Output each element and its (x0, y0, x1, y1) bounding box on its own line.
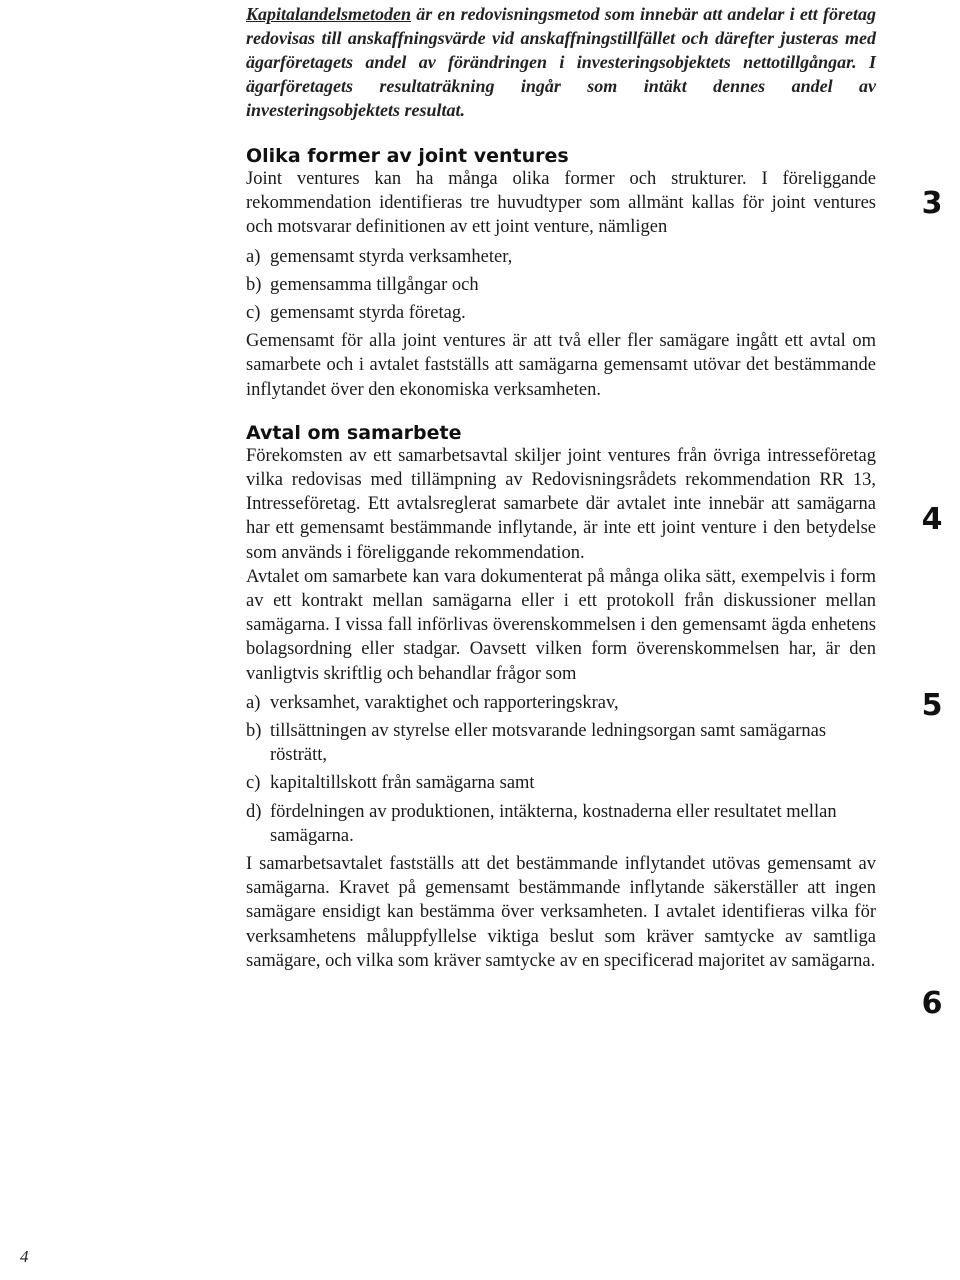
list-marker: d) (246, 801, 262, 822)
paragraph-forekomsten: Förekomsten av ett samarbetsavtal skiljer joint ventures från övriga intresseföretag vilka redovisas med tillämpning av Redovisningsrådets rekommendation RR 13, Intresseföretag. Ett avtalsreglerat samarbete där avtalet inte innebär att samägarna har ett gemensamt bestämmande inflytande, är inte ett joint venture i den betydelse som används i föreliggande rekommendation. (246, 445, 876, 563)
list-text: tillsättningen av styrelse eller motsvarande ledningsorgan samt samägarnas rösträtt, (270, 721, 827, 766)
paragraph-samarbetsavtalet: I samarbetsavtalet fastställs att det bestämmande inflytandet utövas gemensamt av samägarna. Kravet på gemensamt bestämmande inflytande säkerställer att ingen samägare ensidigt kan bestämma över verksamheten. I avtalet identifieras vilka för verksamhetens måluppfyllelse viktiga beslut som kräver samtycke av samtliga samägare, och vilka som kräver samtycke av en specificerad majoritet av samägarna. (246, 854, 876, 971)
heading-olika-former: Olika former av joint ventures (246, 145, 569, 167)
list-marker: b) (246, 274, 262, 295)
list-marker: b) (246, 721, 262, 742)
list-item (246, 771, 876, 795)
list-text: kapitaltillskott från samägarna samt (270, 773, 535, 794)
margin-paragraph-number: 3 (921, 186, 943, 221)
list-item (246, 691, 876, 715)
list-text: verksamhet, varaktighet och rapporteringskrav, (270, 692, 619, 713)
intro-paragraph (246, 0, 876, 122)
list-text: gemensamma tillgångar och (270, 274, 479, 295)
list-text: gemensamt styrda företag. (270, 303, 466, 324)
list-text: fördelningen av produktionen, intäkterna, kostnaderna eller resultatet mellan samägarna. (270, 801, 837, 846)
list-avtal-fragor (246, 691, 876, 848)
list-item (246, 273, 876, 297)
page-content (246, 0, 876, 973)
intro-term: Kapitalandelsmetoden (246, 4, 412, 24)
list-text: gemensamt styrda verksamheter, (270, 246, 513, 267)
list-marker: c) (246, 303, 261, 324)
margin-paragraph-number: 4 (921, 502, 943, 537)
list-item (246, 800, 876, 848)
intro-text: är en redovisningsmetod som innebär att andelar i ett företag redovisas till anskaffningsvärde vid anskaffningstillfället och därefter justeras med ägarföretagets andel av förändringen i investeringsobjektets nettotillgångar. I ägarföretagets resultaträkning ingår som intäkt dennes andel av investeringsobjektets resultat. (246, 4, 876, 120)
list-joint-venture-types (246, 245, 876, 326)
list-marker: c) (246, 773, 261, 794)
heading-avtal-om-samarbete: Avtal om samarbete (246, 421, 462, 444)
paragraph-gemensamt: Gemensamt för alla joint ventures är att två eller fler samägare ingått ett avtal om samarbete och i avtalet fastställs att samägarna gemensamt utövar det bestämmande inflytandet över den ekonomiska verksamheten. (246, 331, 876, 400)
paragraph-olika-intro: Joint ventures kan ha många olika former och strukturer. I föreliggande rekommendation identifieras tre huvudtyper som allmänt kallas för joint ventures och motsvarar definitionen av ett joint venture, nämligen (246, 169, 876, 238)
list-marker: a) (246, 692, 261, 713)
page-number: 4 (20, 1247, 29, 1266)
paragraph-avtalet-om-samarbete: Avtalet om samarbete kan vara dokumenterat på många olika sätt, exempelvis i form av ett kontrakt mellan samägarna eller i ett protokoll från diskussioner mellan samägarna. I vissa fall införlivas överenskommelsen i den gemensamt ägda enhetens bolagsordning eller stadgar. Oavsett vilken form överenskommelsen har, är den vanligtvis skriftlig och behandlar frågor som (246, 566, 876, 684)
margin-paragraph-number: 6 (921, 986, 943, 1021)
margin-paragraph-number: 5 (921, 688, 943, 723)
list-item (246, 301, 876, 325)
list-item (246, 245, 876, 269)
list-item (246, 719, 876, 767)
list-marker: a) (246, 246, 261, 267)
